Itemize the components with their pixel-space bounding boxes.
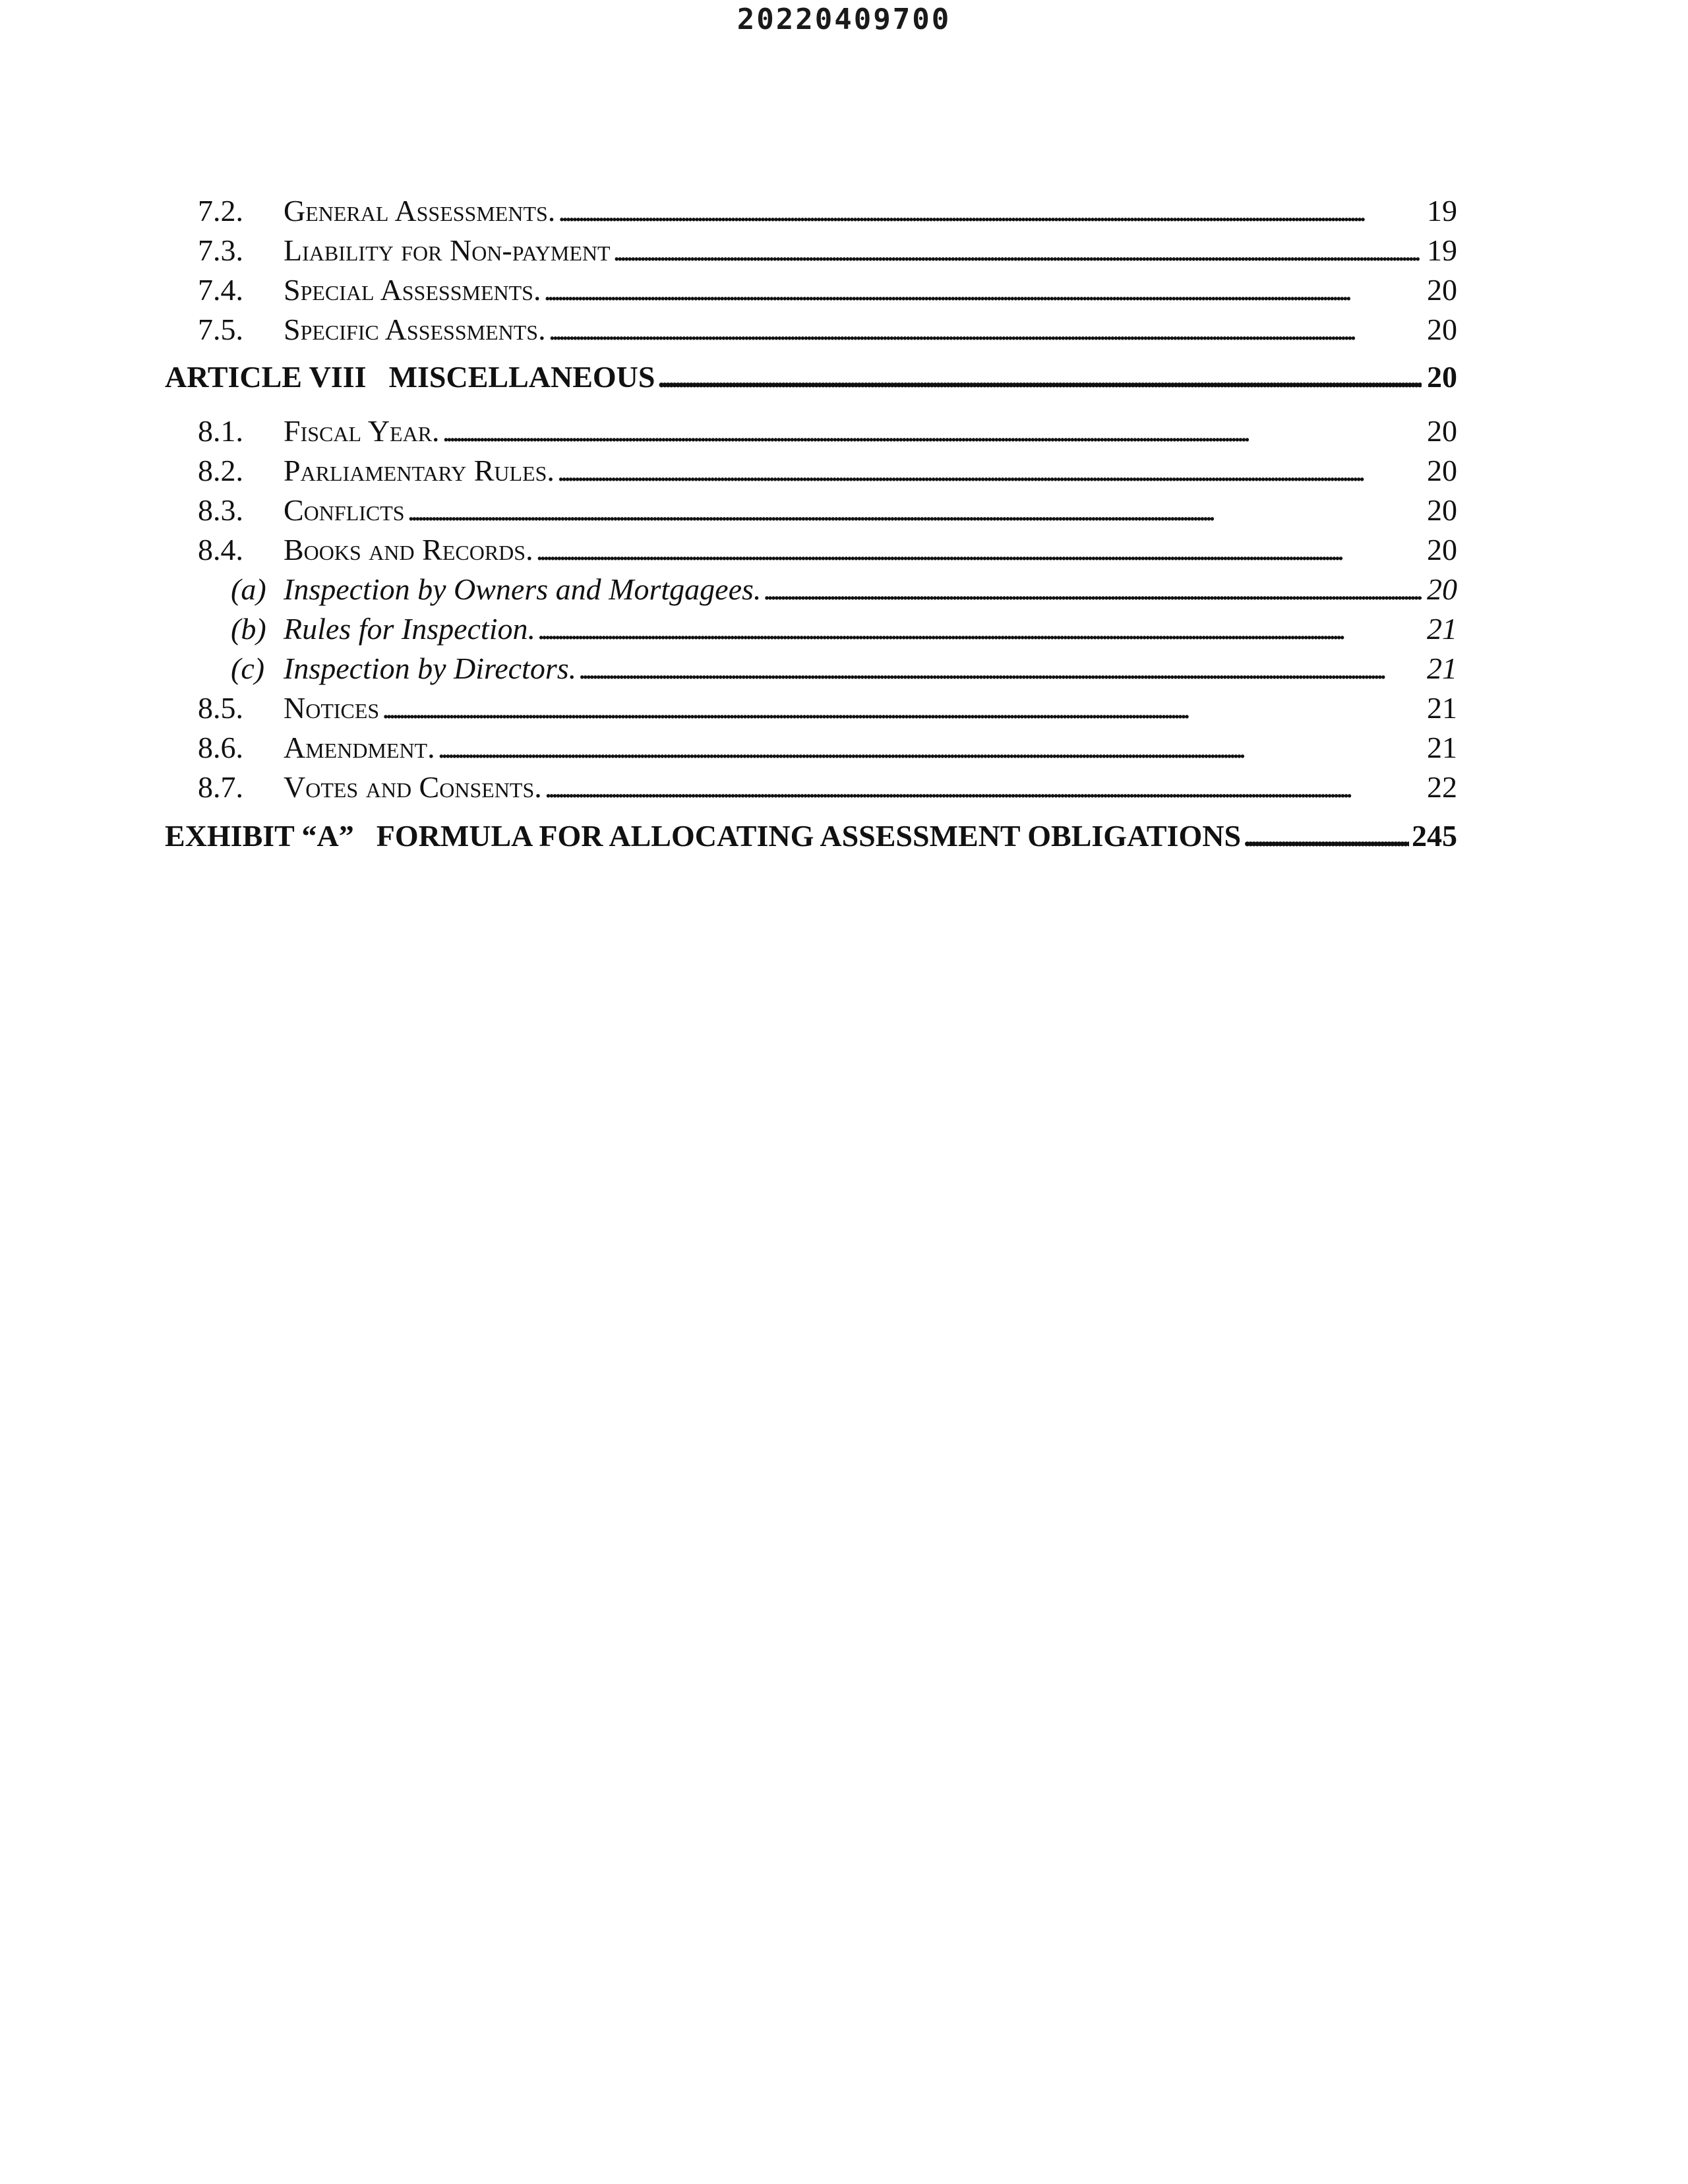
page-number: 21	[1427, 612, 1457, 646]
toc-article-viii	[165, 357, 1457, 397]
dot-leader	[549, 310, 1422, 349]
subsection-letter: (b)	[231, 612, 266, 646]
toc-exhibit-a	[165, 816, 1457, 856]
dot-leader	[764, 570, 1422, 609]
dot-leader	[543, 270, 1422, 310]
page-number: 20	[1427, 360, 1457, 394]
section-number: 8.4.	[198, 533, 243, 566]
section-number: 8.6.	[198, 731, 243, 764]
section-number: 7.4.	[198, 273, 243, 307]
dot-leader	[557, 451, 1422, 491]
section-title: Votes and Consents.	[284, 770, 542, 804]
section-number: 8.5.	[198, 691, 243, 725]
page-number: 21	[1427, 691, 1457, 725]
exhibit-title: FORMULA FOR ALLOCATING ASSESSMENT OBLIGATIONS	[376, 819, 1242, 853]
subsection-letter: (a)	[231, 572, 266, 606]
page-number: 19	[1427, 233, 1457, 267]
section-title: Notices	[284, 691, 380, 725]
toc-entry-8-4	[165, 530, 1457, 570]
toc-entry-8-3	[165, 491, 1457, 530]
section-number: 7.3.	[198, 233, 243, 267]
section-title: Fiscal Year.	[284, 414, 440, 448]
article-heading	[165, 357, 655, 397]
section-number: 8.7.	[198, 770, 243, 804]
dot-leader	[442, 411, 1422, 451]
section-title: Special Assessments.	[284, 273, 541, 307]
page-number: 20	[1427, 313, 1457, 346]
subsection-title: Inspection by Directors.	[284, 652, 577, 685]
exhibit-label: EXHIBIT “A”	[165, 819, 354, 853]
section-title: Parliamentary Rules.	[284, 454, 555, 487]
page-number: 20	[1427, 454, 1457, 487]
page-number: 20	[1427, 493, 1457, 527]
section-number: 8.2.	[198, 454, 243, 487]
page-number: 20	[1427, 533, 1457, 566]
table-of-contents	[165, 191, 1457, 856]
dot-leader	[407, 491, 1422, 530]
section-title: Books and Records.	[284, 533, 533, 566]
page-number: 20	[1427, 572, 1457, 606]
section-title: General Assessments.	[284, 194, 556, 228]
subsection-title: Rules for Inspection.	[284, 612, 535, 646]
dot-leader	[613, 231, 1422, 270]
page-number: 20	[1427, 414, 1457, 448]
section-title: Amendment.	[284, 731, 435, 764]
dot-leader	[545, 768, 1422, 807]
dot-leader	[536, 530, 1422, 570]
toc-entry-7-4	[165, 270, 1457, 310]
section-number: 7.5.	[198, 313, 243, 346]
toc-subentry-a	[165, 570, 1457, 609]
dot-leader	[657, 357, 1422, 397]
section-title: Liability for Non-payment	[284, 233, 611, 267]
page-number: 245	[1412, 819, 1457, 853]
subsection-letter: (c)	[231, 652, 265, 685]
toc-entry-7-2	[165, 191, 1457, 231]
page-number: 19	[1427, 194, 1457, 228]
toc-entry-8-7	[165, 768, 1457, 807]
section-number: 8.3.	[198, 493, 243, 527]
dot-leader	[382, 688, 1422, 728]
dot-leader	[579, 649, 1422, 688]
document-number: 20220409700	[737, 3, 951, 36]
toc-entry-8-1	[165, 411, 1457, 451]
article-label: ARTICLE VIII	[165, 360, 367, 394]
toc-entry-7-5	[165, 310, 1457, 349]
toc-entry-8-2	[165, 451, 1457, 491]
exhibit-heading	[165, 816, 1241, 856]
dot-leader	[1244, 816, 1409, 856]
page-number: 22	[1427, 770, 1457, 804]
section-title: Specific Assessments.	[284, 313, 546, 346]
article-title: MISCELLANEOUS	[388, 360, 655, 394]
page-number: 20	[1427, 273, 1457, 307]
toc-subentry-b	[165, 609, 1457, 649]
dot-leader	[538, 609, 1422, 649]
section-number: 8.1.	[198, 414, 243, 448]
toc-entry-8-6	[165, 728, 1457, 768]
page-number: 21	[1427, 652, 1457, 685]
subsection-title: Inspection by Owners and Mortgagees.	[284, 572, 762, 606]
section-title: Conflicts	[284, 493, 405, 527]
page-number: 21	[1427, 731, 1457, 764]
toc-subentry-c	[165, 649, 1457, 688]
toc-entry-8-5	[165, 688, 1457, 728]
section-number: 7.2.	[198, 194, 243, 228]
dot-leader	[558, 191, 1422, 231]
toc-entry-7-3	[165, 231, 1457, 270]
dot-leader	[438, 728, 1422, 768]
